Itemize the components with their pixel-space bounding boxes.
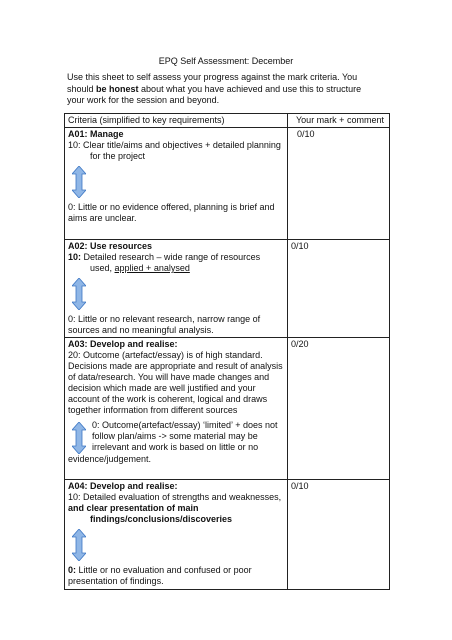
- up-down-arrow-icon: [72, 166, 86, 198]
- table-header-row: [65, 114, 390, 128]
- high-band-a02: [68, 252, 284, 263]
- low-band-a04: [68, 565, 284, 587]
- mark-cell-a01: [288, 128, 390, 240]
- up-down-arrow-icon: [72, 529, 86, 561]
- low-band-a01: 0: Little or no evidence offered, planning is brief and aims are unclear.: [68, 202, 275, 223]
- intro-text-2: about what you have achieved and use this to structure your work for the session and beyond.: [67, 83, 362, 105]
- row-heading-a04: A04: Develop and realise:: [68, 481, 178, 491]
- intro-paragraph: [67, 72, 377, 107]
- high-band-a04: 10: Detailed evaluation of strengths and weaknesses,: [68, 492, 282, 502]
- high-score-a02: 10:: [68, 252, 82, 262]
- low-band-a03-cont: evidence/judgement.: [68, 454, 152, 464]
- mark-header: Your mark + comment: [288, 114, 390, 128]
- high-band-a01-cont: for the project: [90, 151, 146, 161]
- mark-value-a03: 0/20: [291, 339, 309, 349]
- high-band-a03: 20: Outcome (artefact/essay) is of high standard. Decisions made are appropriate and result of analysis of data/research. You will have made changes and decision which made are well justified and your account of the work is coherent, logical and draws together information from different sources: [68, 350, 283, 415]
- criteria-cell-a04: [65, 480, 288, 590]
- mark-value-a04: 0/10: [291, 481, 309, 491]
- high-text-a02: Detailed research – wide range of resources: [81, 252, 261, 262]
- low-text-a04: Little or no evaluation and confused or poor presentation of findings.: [68, 565, 252, 586]
- table-row: [65, 480, 390, 590]
- row-heading-a03: A03: Develop and realise:: [68, 339, 178, 349]
- criteria-cell-a02: [65, 240, 288, 338]
- criteria-header: Criteria (simplified to key requirements): [65, 114, 288, 128]
- page-title: EPQ Self Assessment: December: [158, 56, 294, 66]
- mark-cell-a02: [288, 240, 390, 338]
- mark-value-a01: 0/10: [297, 129, 315, 139]
- high-band-a02-cont: [68, 263, 284, 274]
- high-band-a04-bold-cont: findings/conclusions/discoveries: [90, 514, 233, 524]
- mark-cell-a03: [288, 338, 390, 480]
- high-text-a02-cont: used,: [90, 263, 115, 273]
- row-heading-a01: A01: Manage: [68, 129, 124, 139]
- high-text-a02-underlined: applied + analysed: [114, 263, 190, 273]
- high-band-a04-bold: and clear presentation of main: [68, 503, 199, 513]
- low-band-a02: 0: Little or no relevant research, narrow range of sources and no meaningful analysis.: [68, 314, 261, 335]
- mark-value-a02: 0/10: [291, 241, 309, 251]
- table-row: [65, 338, 390, 480]
- low-score-a04: 0:: [68, 565, 77, 575]
- table-row: [65, 240, 390, 338]
- table-row: [65, 128, 390, 240]
- up-down-arrow-icon: [72, 422, 86, 454]
- row-heading-a02: A02: Use resources: [68, 241, 153, 251]
- intro-bold: be honest: [96, 83, 139, 94]
- mark-cell-a04: [288, 480, 390, 590]
- high-band-a01: 10: Clear title/aims and objectives + detailed planning: [68, 140, 281, 150]
- criteria-cell-a01: [65, 128, 288, 240]
- up-down-arrow-icon: [72, 278, 86, 310]
- criteria-table: [64, 113, 390, 590]
- intro-text-1: Use this sheet to self assess your progress against the mark criteria. You should: [67, 72, 358, 94]
- criteria-cell-a03: [65, 338, 288, 480]
- low-band-a03-block: [68, 420, 284, 454]
- low-band-a03: 0: Outcome(artefact/essay) ‘limited’ + does not follow plan/aims -> some material may be irrelevant and work is based on little or no: [92, 420, 278, 452]
